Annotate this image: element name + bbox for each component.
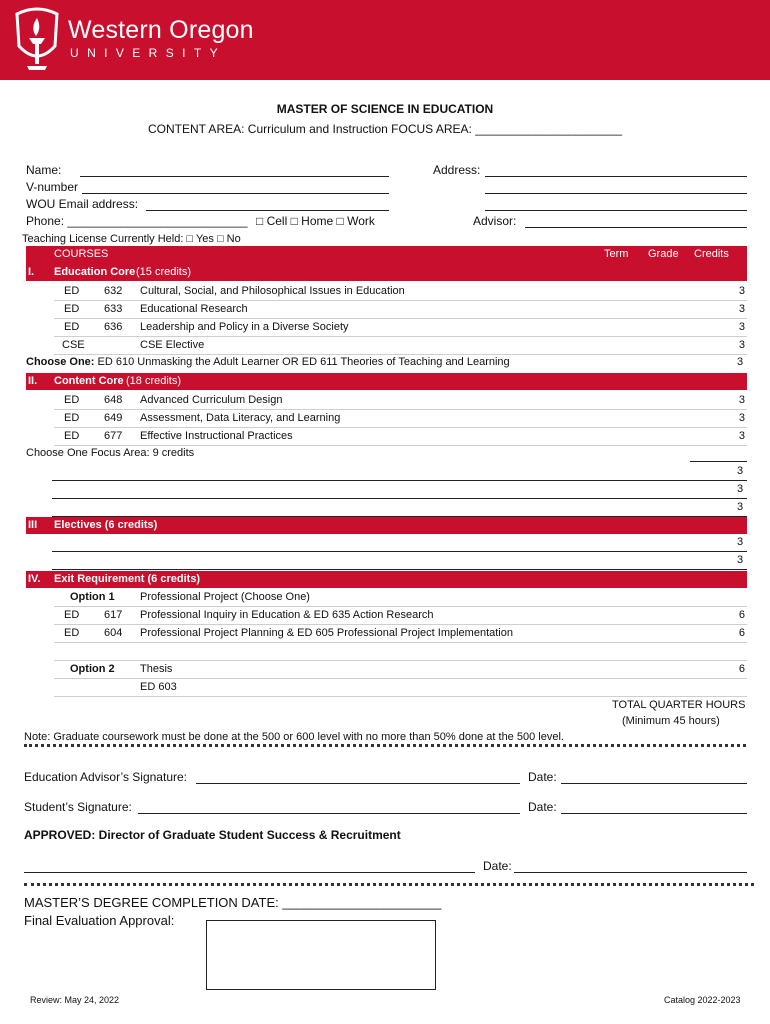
- phone-label: Phone: ___________________________: [26, 214, 248, 228]
- credits-header: Credits: [694, 248, 729, 260]
- course-dept: ED: [64, 285, 80, 297]
- final-evaluation-box[interactable]: [206, 920, 436, 990]
- advisor-signature-input[interactable]: [196, 783, 520, 784]
- course-title: Cultural, Social, and Philosophical Issues in Education: [140, 285, 405, 297]
- dotted-divider: [24, 744, 746, 747]
- email-label: WOU Email address:: [26, 197, 139, 211]
- course-number: 604: [104, 627, 123, 639]
- final-evaluation-label: Final Evaluation Approval:: [24, 913, 175, 928]
- table-row: [54, 319, 747, 337]
- address-label: Address:: [433, 163, 481, 177]
- course-title: ED 603: [140, 681, 177, 693]
- section-number: IV.: [28, 573, 41, 585]
- section-title: Electives (6 credits): [54, 519, 158, 531]
- course-credits: 3: [738, 394, 745, 406]
- course-title: Professional Project Planning & ED 605 Professional Project Implementation: [140, 627, 513, 639]
- table-row: [54, 661, 747, 679]
- course-credits: 3: [738, 412, 745, 424]
- choose-one-row: [26, 356, 510, 368]
- student-signature-label: Student’s Signature:: [24, 800, 132, 814]
- course-title: Assessment, Data Literacy, and Learning: [140, 412, 341, 424]
- course-number: 633: [104, 303, 123, 315]
- course-number: 617: [104, 609, 123, 621]
- name-input[interactable]: [80, 176, 389, 177]
- section-content-core: [26, 373, 747, 390]
- elective-credits: 3: [737, 554, 744, 566]
- elective-input[interactable]: [52, 569, 747, 570]
- courses-header: COURSES: [54, 248, 109, 260]
- license-question[interactable]: Teaching License Currently Held: □ Yes □ No: [22, 233, 241, 245]
- table-row: [54, 428, 747, 446]
- student-date-label: Date:: [528, 800, 557, 814]
- focus-course-input[interactable]: [52, 480, 747, 481]
- section-number: I.: [28, 266, 35, 278]
- director-date-label: Date:: [483, 859, 512, 873]
- table-row: [54, 679, 747, 697]
- table-row: [54, 625, 747, 643]
- course-dept: ED: [64, 321, 80, 333]
- course-credits: 3: [738, 339, 745, 351]
- section-credits: (15 credits): [136, 266, 192, 278]
- section-title: Education Core: [54, 266, 136, 278]
- table-header-bar: [26, 246, 747, 264]
- university-header: [0, 0, 770, 80]
- completion-date-label: MASTER’S DEGREE COMPLETION DATE: ______________________: [24, 895, 442, 910]
- course-credits: 6: [738, 627, 745, 639]
- course-credits: 3: [738, 430, 745, 442]
- course-dept: ED: [64, 303, 80, 315]
- approved-label: APPROVED: Director of Graduate Student Success & Recruitment: [24, 828, 401, 842]
- course-dept: ED: [64, 430, 80, 442]
- course-credits: 3: [738, 321, 745, 333]
- option-label: Option 2: [70, 663, 115, 675]
- email-input[interactable]: [146, 210, 389, 211]
- course-dept: ED: [64, 627, 80, 639]
- course-credits: 6: [738, 609, 745, 621]
- choose-one-credits: 3: [737, 356, 744, 368]
- section-number: III: [28, 519, 38, 531]
- course-title: Professional Inquiry in Education & ED 635 Action Research: [140, 609, 434, 621]
- elective-input[interactable]: [52, 551, 747, 552]
- advisor-date-label: Date:: [528, 770, 557, 784]
- table-row: [54, 589, 747, 607]
- name-label: Name:: [26, 163, 62, 177]
- address-input-1[interactable]: [485, 176, 747, 177]
- address-input-3[interactable]: [485, 210, 747, 211]
- grade-header: Grade: [648, 248, 679, 260]
- page-title: MASTER OF SCIENCE IN EDUCATION: [276, 102, 494, 116]
- course-number: 648: [104, 394, 123, 406]
- course-title: Effective Instructional Practices: [140, 430, 293, 442]
- review-date: Review: May 24, 2022: [30, 995, 120, 1005]
- focus-credits: 3: [737, 501, 744, 513]
- section-title: Exit Requirement (6 credits): [54, 573, 201, 585]
- choose-one-text: ED 610 Unmasking the Adult Learner OR ED 611 Theories of Teaching and Learning: [97, 356, 510, 368]
- course-dept: ED: [64, 412, 80, 424]
- course-title: CSE Elective: [140, 339, 205, 351]
- focus-credits: 3: [737, 483, 744, 495]
- table-row: [54, 410, 747, 428]
- university-name: Western Oregon: [68, 16, 254, 44]
- focus-course-input[interactable]: [52, 498, 747, 499]
- student-signature-input[interactable]: [138, 813, 520, 814]
- student-date-input[interactable]: [561, 813, 747, 814]
- course-credits: 3: [738, 303, 745, 315]
- content-area-line: CONTENT AREA: Curriculum and Instruction FOCUS AREA: ______________________: [147, 122, 623, 136]
- advisor-label: Advisor:: [473, 214, 517, 228]
- table-row: [54, 607, 747, 625]
- table-row: [54, 301, 747, 319]
- elective-credits: 3: [737, 536, 744, 548]
- section-electives: [26, 517, 747, 534]
- section-exit-requirement: [26, 571, 747, 588]
- course-credits: 3: [738, 285, 745, 297]
- section-credits: (18 credits): [126, 375, 182, 387]
- torch-logo-icon: [12, 6, 62, 74]
- course-dept: CSE: [62, 339, 85, 351]
- course-number: 632: [104, 285, 123, 297]
- course-credits: 6: [738, 663, 745, 675]
- total-hours-label: TOTAL QUARTER HOURS: [612, 699, 746, 711]
- course-title: Leadership and Policy in a Diverse Society: [140, 321, 349, 333]
- vnumber-input[interactable]: [82, 193, 389, 194]
- focus-credits: 3: [737, 465, 744, 477]
- advisor-input[interactable]: [525, 227, 747, 228]
- phone-type-options[interactable]: □ Cell □ Home □ Work: [256, 214, 375, 228]
- university-subtitle: UNIVERSITY: [70, 46, 227, 60]
- table-row: [54, 643, 747, 661]
- focus-area-label: Choose One Focus Area: 9 credits: [26, 447, 195, 459]
- vnumber-label: V-number: [26, 180, 79, 194]
- course-title: Educational Research: [140, 303, 248, 315]
- section-education-core: [26, 264, 747, 281]
- table-row: [54, 337, 747, 355]
- director-date-input[interactable]: [514, 872, 747, 873]
- section-title: Content Core: [54, 375, 124, 387]
- choose-one-label: Choose One:: [26, 356, 95, 368]
- option-label: Option 1: [70, 591, 115, 603]
- focus-total-line: [690, 461, 747, 462]
- course-title: Advanced Curriculum Design: [140, 394, 283, 406]
- section-number: II.: [28, 375, 38, 387]
- table-row: [54, 283, 747, 301]
- course-dept: ED: [64, 609, 80, 621]
- advisor-date-input[interactable]: [561, 783, 747, 784]
- term-header: Term: [604, 248, 629, 260]
- table-row: [54, 392, 747, 410]
- course-dept: ED: [64, 394, 80, 406]
- course-number: 636: [104, 321, 123, 333]
- advisor-signature-label: Education Advisor’s Signature:: [24, 770, 187, 784]
- course-number: 677: [104, 430, 123, 442]
- address-input-2[interactable]: [485, 193, 747, 194]
- option-description: Professional Project (Choose One): [140, 591, 310, 603]
- total-hours-minimum: (Minimum 45 hours): [622, 715, 720, 727]
- dotted-divider: [24, 883, 754, 886]
- option-description: Thesis: [140, 663, 173, 675]
- catalog-year: Catalog 2022-2023: [664, 995, 741, 1005]
- course-number: 649: [104, 412, 123, 424]
- coursework-note: Note: Graduate coursework must be done at the 500 or 600 level with no more than 50% done at the 500 level.: [24, 731, 564, 743]
- director-signature-input[interactable]: [24, 872, 475, 873]
